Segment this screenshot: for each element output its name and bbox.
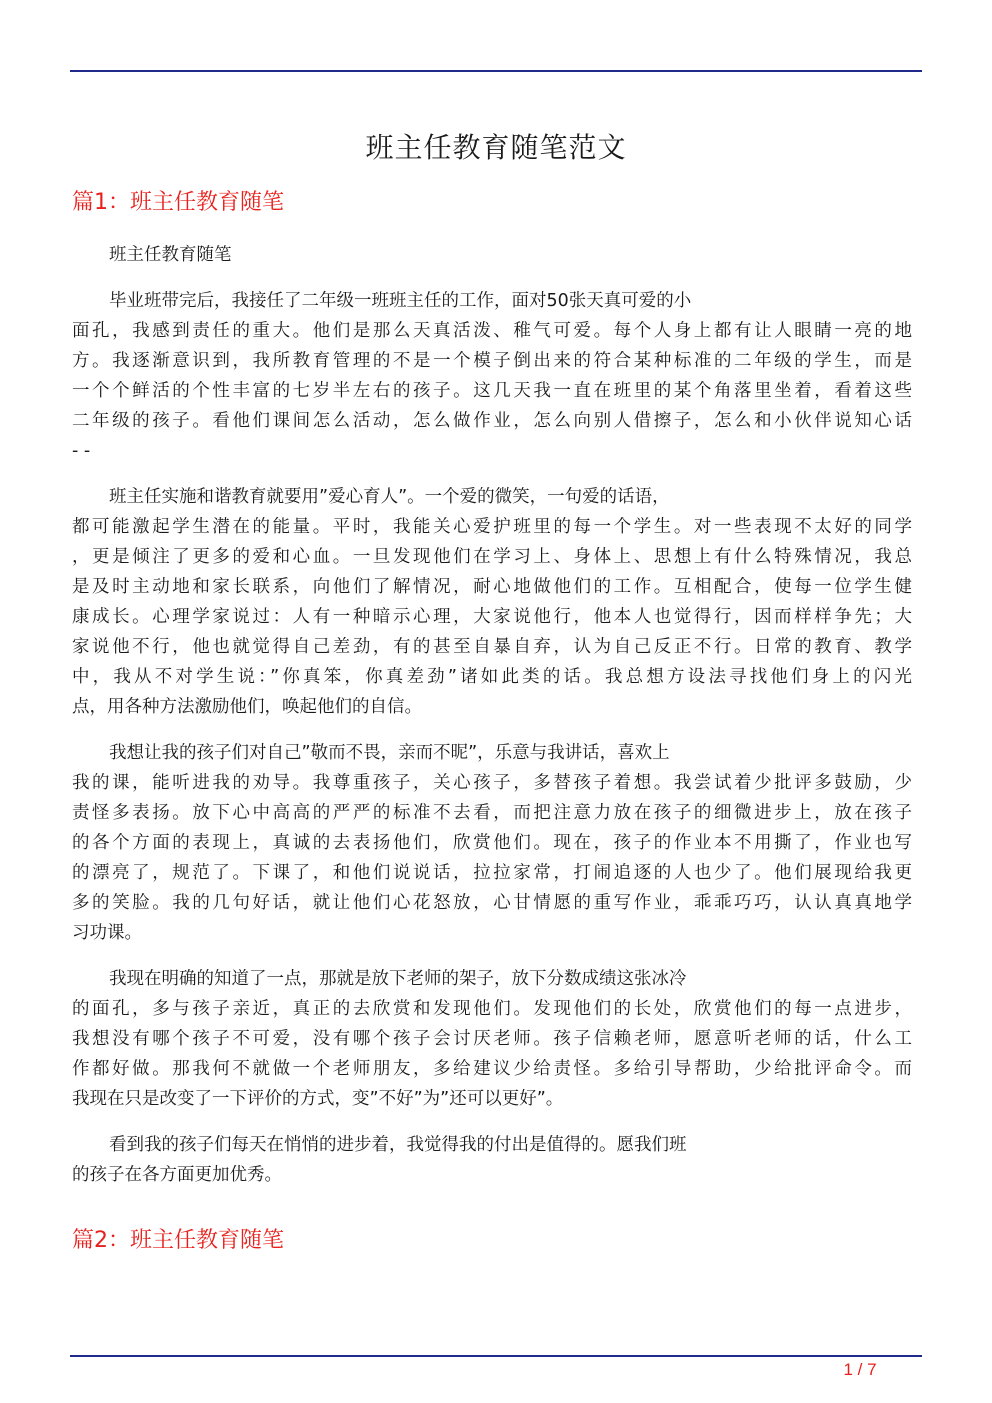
paragraph xyxy=(72,286,912,466)
paragraph-line: 责怪多表扬。放下心中高高的严严的标准不去看，而把注意力放在孩子的细微进步上，放在孩子 xyxy=(72,803,912,823)
paragraph-line: 的各个方面的表现上，真诚的去表扬他们，欣赏他们。现在，孩子的作业本不用撕了，作业也写 xyxy=(72,833,912,853)
paragraph-line: 我想让我的孩子们对自己”敬而不畏，亲而不昵”，乐意与我讲话，喜欢上 xyxy=(109,743,670,763)
paragraph-line: 一个个鲜活的个性丰富的七岁半左右的孩子。这几天我一直在班里的某个角落里坐着，看着这些 xyxy=(72,381,912,401)
paragraph-line: 毕业班带完后，我接任了二年级一班班主任的工作，面对50张天真可爱的小 xyxy=(109,291,692,311)
paragraph-line: 家说他不行，他也就觉得自己差劲，有的甚至自暴自弃，认为自己反正不行。日常的教育、教学 xyxy=(72,637,912,657)
paragraph xyxy=(72,964,912,1114)
paragraph-line: 的孩子在各方面更加优秀。 xyxy=(72,1165,282,1185)
paragraph-line: - - xyxy=(72,441,91,461)
page-title: 班主任教育随笔范文 xyxy=(365,131,627,164)
paragraph-line: 是及时主动地和家长联系，向他们了解情况，耐心地做他们的工作。互相配合，使每一位学生健 xyxy=(72,577,912,597)
paragraph xyxy=(72,738,912,948)
footer-rule xyxy=(70,1355,922,1357)
paragraph-line: 的漂亮了，规范了。下课了，和他们说说话，拉拉家常，打闹追逐的人也少了。他们展现给我更 xyxy=(72,863,912,883)
paragraph-line: 康成长。心理学家说过：人有一种暗示心理，大家说他行，他本人也觉得行，因而样样争先；大 xyxy=(72,607,912,627)
paragraph-line: 点，用各种方法激励他们，唤起他们的自信。 xyxy=(72,697,422,717)
paragraph-line: 面孔，我感到责任的重大。他们是那么天真活泼、稚气可爱。每个人身上都有让人眼睛一亮的地 xyxy=(72,321,912,341)
section-1-body xyxy=(72,240,912,1206)
paragraph-line: 我想没有哪个孩子不可爱，没有哪个孩子会讨厌老师。孩子信赖老师，愿意听老师的话，什么工 xyxy=(72,1029,912,1049)
paragraph-line: 我现在只是改变了一下评价的方式，变”不好”为”还可以更好”。 xyxy=(72,1089,564,1109)
paragraph-line: 都可能激起学生潜在的能量。平时，我能关心爱护班里的每一个学生。对一些表现不太好的同学 xyxy=(72,517,912,537)
paragraph xyxy=(72,1130,912,1190)
paragraph-line: 看到我的孩子们每天在悄悄的进步着，我觉得我的付出是值得的。愿我们班 xyxy=(109,1135,687,1155)
header-rule xyxy=(70,70,922,72)
paragraph-line: 班主任实施和谐教育就要用”爱心育人”。一个爱的微笑，一句爱的话语， xyxy=(109,487,670,507)
page-number: 1 / 7 xyxy=(843,1360,877,1379)
paragraph-line: 的面孔，多与孩子亲近，真正的去欣赏和发现他们。发现他们的长处，欣赏他们的每一点进步， xyxy=(72,999,912,1019)
paragraph-line: 中，我从不对学生说：”你真笨，你真差劲”诸如此类的话。我总想方设法寻找他们身上的闪光 xyxy=(72,667,912,687)
paragraph-line: 方。我逐渐意识到，我所教育管理的不是一个模子倒出来的符合某种标准的二年级的学生，而是 xyxy=(72,351,912,371)
paragraph-line: 我的课，能听进我的劝导。我尊重孩子，关心孩子，多替孩子着想。我尝试着少批评多鼓励，少 xyxy=(72,773,912,793)
section-1-heading: 篇1：班主任教育随笔 xyxy=(72,190,284,215)
paragraph-line: 多的笑脸。我的几句好话，就让他们心花怒放，心甘情愿的重写作业，乖乖巧巧，认认真真地学 xyxy=(72,893,912,913)
paragraph-line: ，更是倾注了更多的爱和心血。一旦发现他们在学习上、身体上、思想上有什么特殊情况，我总 xyxy=(72,547,912,567)
section-1-subtitle: 班主任教育随笔 xyxy=(109,245,232,265)
paragraph-line: 我现在明确的知道了一点，那就是放下老师的架子，放下分数成绩这张冰冷 xyxy=(109,969,687,989)
paragraph-line: 二年级的孩子。看他们课间怎么活动，怎么做作业，怎么向别人借擦子，怎么和小伙伴说知心话 xyxy=(72,411,912,431)
paragraph-line: 习功课。 xyxy=(72,923,142,943)
paragraph-line: 作都好做。那我何不就做一个老师朋友，多给建议少给责怪。多给引导帮助，少给批评命令。而 xyxy=(72,1059,912,1079)
paragraph xyxy=(72,482,912,722)
section-2-heading: 篇2：班主任教育随笔 xyxy=(72,1228,284,1253)
